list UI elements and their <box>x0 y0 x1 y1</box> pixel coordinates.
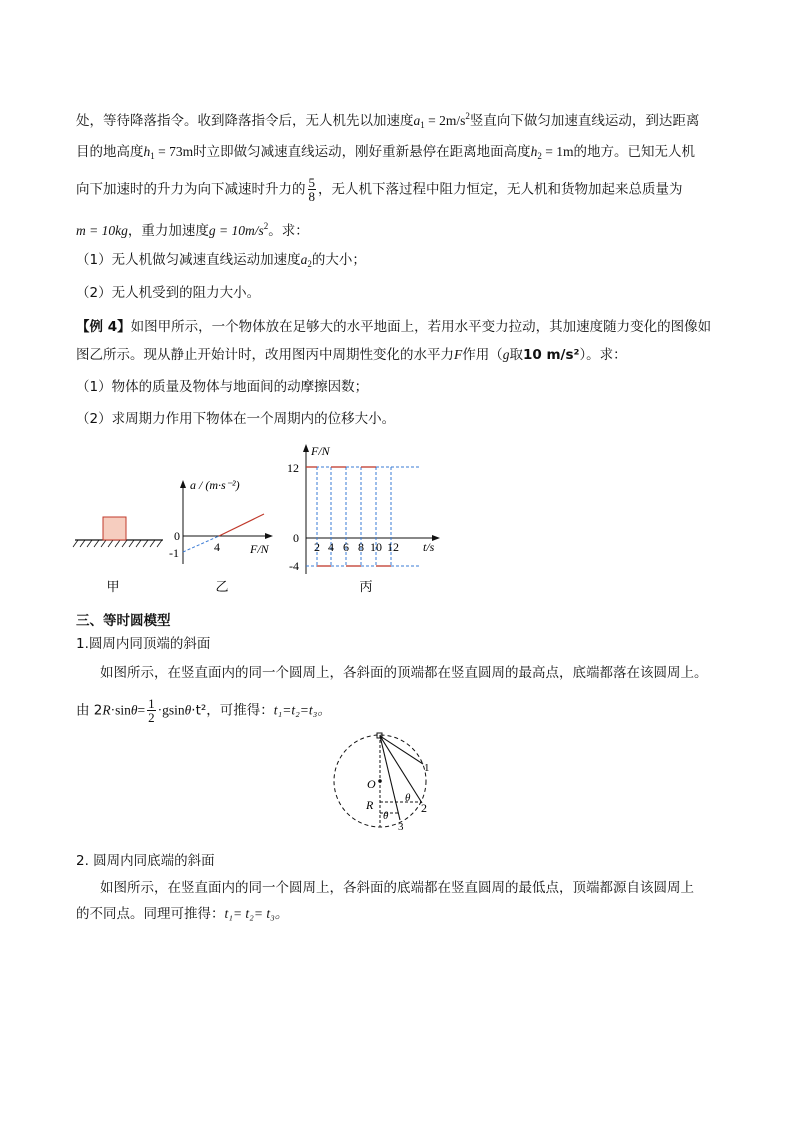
incline-3 <box>380 736 400 820</box>
var-theta: θ <box>184 702 192 718</box>
yi-neg-one: -1 <box>169 546 179 560</box>
example4-line1 <box>76 318 711 336</box>
example-tag: 【例 4】 <box>76 319 131 335</box>
subscript: 1 <box>420 120 425 130</box>
text-segment: 向下加速时的升力为向下减速时升力的 <box>76 181 306 198</box>
problem3-line1 <box>76 107 699 134</box>
var-a2: a <box>300 252 308 267</box>
text-segment: 处，等待降落指令。收到降落指令后，无人机先以加速度 <box>76 113 414 129</box>
label-1: 1 <box>424 762 430 774</box>
equal-time-circle-figure <box>320 730 460 840</box>
text-segment: ，重力加速度 <box>127 223 209 239</box>
text-segment: （1）无人机做匀减速直线运动加速度 <box>76 252 301 268</box>
label-3: 3 <box>398 821 404 833</box>
text-segment: ，无人机下落过程中阻力恒定，无人机和货物加起来总质量为 <box>318 181 683 198</box>
superscript: 2 <box>465 111 470 121</box>
fraction-numerator: 1 <box>148 696 155 711</box>
section3-heading: 三、等时圆模型 <box>76 613 171 629</box>
var-h2: h <box>530 144 538 159</box>
section3-subheading-2: 2. 圆周内同底端的斜面 <box>76 853 215 869</box>
text-segment: 取 <box>509 347 523 363</box>
text-segment: 目的地高度 <box>76 144 144 160</box>
figure-jia <box>73 517 163 594</box>
example4-question1: （1）物体的质量及物体与地面间的动摩擦因数； <box>76 379 369 395</box>
bing-tick-10: 10 <box>370 540 382 554</box>
figure-bing <box>287 444 440 594</box>
text-segment: 。求： <box>268 223 309 239</box>
example4-figures <box>0 438 794 608</box>
problem3-line2 <box>76 143 695 165</box>
subscript: 2 <box>307 259 312 269</box>
label-R: R <box>366 798 374 812</box>
problem3-question1 <box>76 251 366 273</box>
section3-subheading-1: 1.圆周内同顶端的斜面 <box>76 636 211 652</box>
var-F: F <box>454 347 463 362</box>
text-segment: = <box>137 702 146 718</box>
text-segment: 的地方。已知无人机 <box>573 144 695 160</box>
var-theta: θ <box>130 702 138 718</box>
subscript: 2 <box>537 151 542 161</box>
label-theta-upper: θ <box>405 792 411 804</box>
yi-ylabel: a / (m·s⁻²) <box>190 478 240 492</box>
fraction-5-8 <box>308 176 317 203</box>
block <box>103 517 126 540</box>
text-segment: 由 2 <box>76 702 103 719</box>
text-segment: ·gsin <box>157 702 185 718</box>
bing-tick-8: 8 <box>358 540 364 554</box>
subscript: 1 <box>150 151 155 161</box>
text-segment: 竖直向下做匀加速直线运动，到达距离 <box>469 113 700 129</box>
text-segment: 的大小； <box>311 252 366 268</box>
value-a1: = 2m/s <box>424 113 466 128</box>
fraction-1-2 <box>147 697 156 724</box>
section3-paragraph-3: 如图所示，在竖直面内的同一个圆周上，各斜面的底端都在竖直圆周的最低点，顶端都源自该圆周上 <box>100 880 694 896</box>
yi-four: 4 <box>214 540 220 554</box>
bing-tick-4: 4 <box>328 540 334 554</box>
section3-paragraph-1: 如图所示，在竖直面内的同一个圆周上，各斜面的顶端都在竖直圆周的最高点，底端都落在该圆周上。 <box>100 665 708 681</box>
label-jia: 甲 <box>106 579 120 594</box>
example4-line2 <box>76 346 627 364</box>
label-O: O <box>367 777 376 791</box>
var-R: R <box>102 702 111 718</box>
label-theta-lower: θ <box>383 810 389 822</box>
value-h2: = 1m <box>541 144 574 159</box>
value-h1: = 73m <box>154 144 194 159</box>
text-segment: 图乙所示。现从静止开始计时，改用图丙中周期性变化的水平力 <box>76 347 454 363</box>
text-segment: 的不同点。同理可推得： <box>76 906 225 922</box>
example4-question2: （2）求周期力作用下物体在一个周期内的位移大小。 <box>76 411 396 427</box>
var-h1: h <box>143 144 151 159</box>
bing-twelve: 12 <box>287 461 299 475</box>
ay-line-solid <box>219 514 264 536</box>
bing-tick-2: 2 <box>314 540 320 554</box>
fraction-numerator: 5 <box>308 175 315 190</box>
var-a1: a <box>413 113 421 128</box>
text-segment: ·sin <box>110 702 131 718</box>
label-yi: 乙 <box>215 579 229 594</box>
text-segment: 时立即做匀减速直线运动，刚好重新悬停在距离地面高度 <box>193 144 531 160</box>
value-g: 10 m/s² <box>523 347 580 363</box>
yi-xlabel: F/N <box>250 542 269 556</box>
figure-yi <box>169 478 273 594</box>
label-2: 2 <box>421 801 427 815</box>
var-g: g <box>502 347 510 362</box>
fraction-denominator: 8 <box>308 189 315 204</box>
superscript: 2 <box>263 221 269 231</box>
problem3-line3 <box>76 176 683 203</box>
label-bing: 丙 <box>359 579 373 594</box>
bing-tick-12: 12 <box>387 540 399 554</box>
fraction-denominator: 2 <box>148 710 155 725</box>
bing-ylabel: F/N <box>311 444 330 458</box>
center-point <box>378 779 382 783</box>
bing-xlabel: t/s <box>423 540 435 554</box>
problem3-question2: （2）无人机受到的阻力大小。 <box>76 285 261 301</box>
bing-zero: 0 <box>293 531 299 545</box>
result-equal-times: t₁= t₂= t₃。 <box>224 906 289 921</box>
section3-paragraph-4 <box>76 905 288 923</box>
text-segment: ·t²，可推得： <box>191 702 274 719</box>
section3-formula-line <box>76 697 331 724</box>
yi-zero: 0 <box>174 529 180 543</box>
bing-tick-6: 6 <box>343 540 349 554</box>
incline-2 <box>380 736 422 803</box>
value-mass: m = 10kg <box>76 223 128 238</box>
text-segment: 如图甲所示，一个物体放在足够大的水平地面上，若用水平变力拉动，其加速度随力变化的图像如 <box>130 319 712 335</box>
text-segment: ）。求： <box>579 347 627 363</box>
problem3-line4 <box>76 217 309 240</box>
text-segment: 作用（ <box>462 347 503 363</box>
result-equal-times: t₁=t₂=t₃。 <box>273 702 331 718</box>
bing-neg-four: -4 <box>289 559 299 573</box>
value-gravity: g = 10m/s <box>208 223 264 238</box>
